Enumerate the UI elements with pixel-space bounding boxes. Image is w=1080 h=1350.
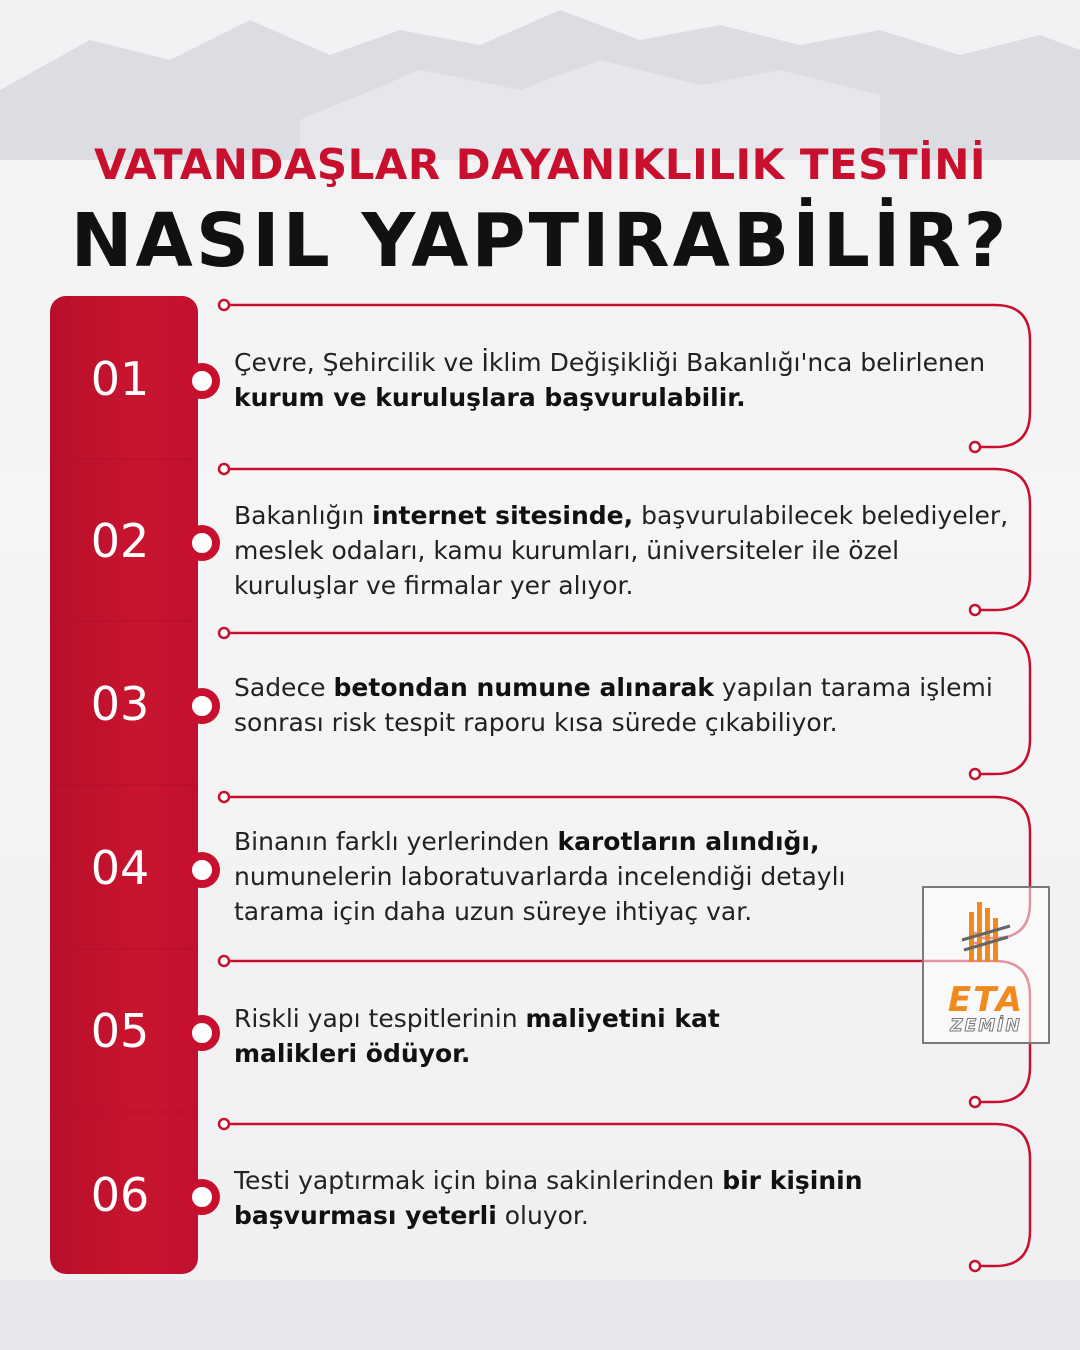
step-text: Sadece betondan numune alınarak yapılan tarama işlemi sonrası risk tespit raporu kısa sürede çıkabiliyor. <box>234 673 993 737</box>
page-title: NASIL YAPTIRABİLİR? <box>70 198 1010 284</box>
step-text: Testi yaptırmak için bina sakinlerinden bir kişinin başvurması yeterli oluyor. <box>234 1166 863 1230</box>
step-marker-icon <box>184 688 220 724</box>
step-marker-icon <box>184 1179 220 1215</box>
logo-subtitle: ZEMİN <box>950 1016 1022 1036</box>
step-number: 01 <box>90 352 150 406</box>
step-text: Çevre, Şehircilik ve İklim Değişikliği Bakanlığı'nca belirlenen kurum ve kuruluşlara başvurulabilir. <box>234 348 986 412</box>
step-number: 03 <box>90 677 150 731</box>
step-marker-icon <box>184 852 220 888</box>
step-number: 06 <box>90 1168 150 1222</box>
logo-name: ETA <box>947 980 1025 1020</box>
step-marker-icon <box>184 1015 220 1051</box>
step-text: Bakanlığın internet sitesinde, başvurulabilecek belediyeler, meslek odaları, kamu kurumları, üniversiteler ile özel kuruluşlar ve firmalar yer alıyor. <box>234 501 1009 600</box>
company-logo <box>922 886 1050 1044</box>
step-text: Riskli yapı tespitlerinin maliyetini kat malikleri ödüyor. <box>234 1004 720 1068</box>
page-subtitle: VATANDAŞLAR DAYANIKLILIK TESTİNİ <box>94 140 986 189</box>
step-number: 02 <box>90 514 150 568</box>
step-number: 05 <box>90 1004 150 1058</box>
step-number: 04 <box>90 841 150 895</box>
step-text: Binanın farklı yerlerinden karotların alındığı, numunelerin laboratuvarlarda incelendiği detaylı tarama için daha uzun süreye ihtiyaç var. <box>234 827 846 926</box>
step-marker-icon <box>184 363 220 399</box>
step-marker-icon <box>184 525 220 561</box>
logo-mark-icon <box>924 888 1048 978</box>
